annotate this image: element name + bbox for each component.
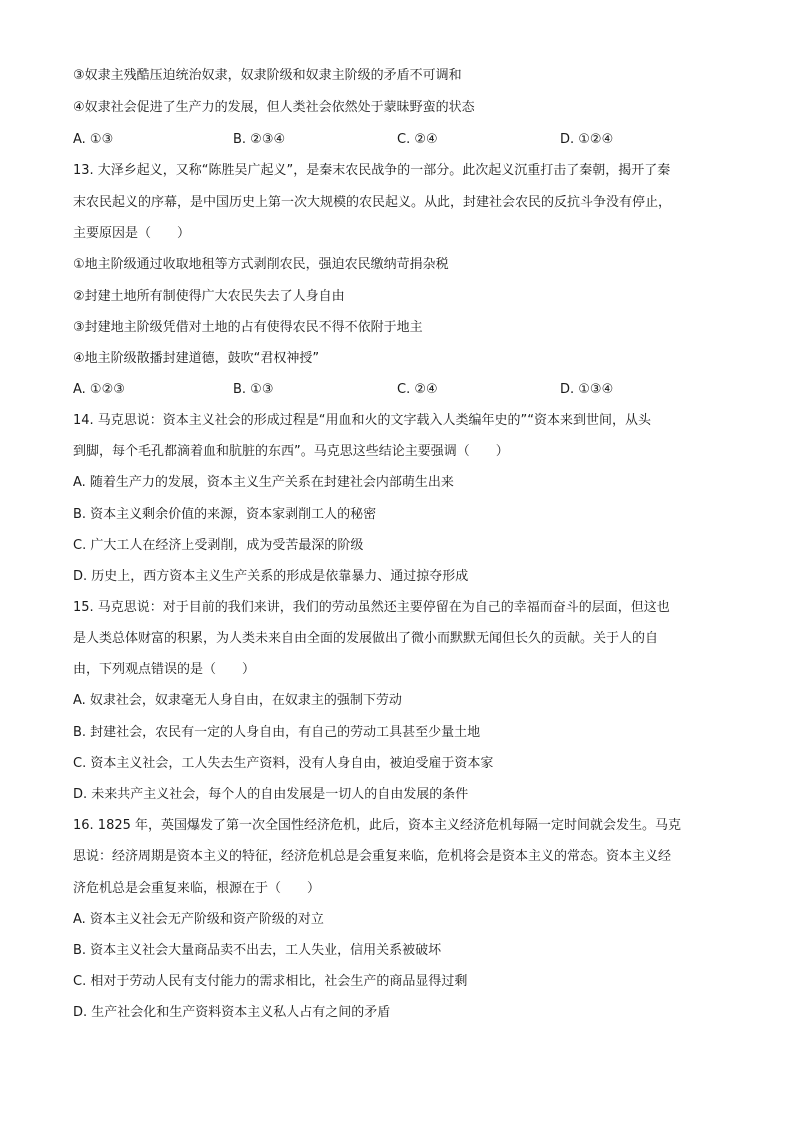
q13-item-3: ③封建地主阶级凭借对土地的占有使得农民不得不依附于地主	[73, 320, 423, 335]
q12-option-c[interactable]: C. ②④	[397, 132, 438, 147]
q14-option-b[interactable]: B. 资本主义剩余价值的来源，资本家剥削工人的秘密	[73, 507, 377, 522]
q14-stem-line-2: 到脚，每个毛孔都滴着血和肮脏的东西”。马克思这些结论主要强调（ ）	[73, 444, 509, 459]
q13-item-2: ②封建土地所有制使得广大农民失去了人身自由	[73, 289, 345, 304]
q13-option-c[interactable]: C. ②④	[397, 382, 438, 397]
q15-option-d[interactable]: D. 未来共产主义社会，每个人的自由发展是一切人的自由发展的条件	[73, 787, 469, 802]
q15-option-b[interactable]: B. 封建社会，农民有一定的人身自由，有自己的劳动工具甚至少量土地	[73, 725, 481, 740]
q12-item-3: ③奴隶主残酷压迫统治奴隶，奴隶阶级和奴隶主阶级的矛盾不可调和	[73, 68, 462, 83]
q13-stem-line-3: 主要原因是（ ）	[73, 226, 191, 241]
q13-option-a[interactable]: A. ①②③	[73, 382, 125, 397]
q15-option-c[interactable]: C. 资本主义社会，工人失去生产资料，没有人身自由，被迫受雇于资本家	[73, 756, 494, 771]
q16-option-a[interactable]: A. 资本主义社会无产阶级和资产阶级的对立	[73, 912, 324, 927]
q15-stem-line-3: 由，下列观点错误的是（ ）	[73, 662, 256, 677]
q13-item-4: ④地主阶级散播封建道德，鼓吹“君权神授”	[73, 351, 320, 366]
q16-stem-line-2: 思说：经济周期是资本主义的特征，经济危机总是会重复来临，危机将会是资本主义的常态。资本主义经	[73, 849, 672, 864]
q16-stem-line-3: 济危机总是会重复来临，根源在于（ ）	[73, 881, 321, 896]
q15-option-a[interactable]: A. 奴隶社会，奴隶毫无人身自由，在奴隶主的强制下劳动	[73, 693, 402, 708]
q16-option-c[interactable]: C. 相对于劳动人民有支付能力的需求相比，社会生产的商品显得过剩	[73, 974, 468, 989]
q13-stem-line-2: 末农民起义的序幕，是中国历史上第一次大规模的农民起义。从此，封建社会农民的反抗斗争没有停止，	[73, 195, 672, 210]
q14-option-a[interactable]: A. 随着生产力的发展，资本主义生产关系在封建社会内部萌生出来	[73, 475, 454, 490]
q13-options	[73, 381, 733, 399]
q12-item-4: ④奴隶社会促进了生产力的发展，但人类社会依然处于蒙昧野蛮的状态	[73, 100, 475, 115]
q13-stem-line-1: 13. 大泽乡起义，又称“陈胜吴广起义”，是秦末农民战争的一部分。此次起义沉重打击了秦朝，揭开了秦	[73, 163, 671, 178]
q12-option-a[interactable]: A. ①③	[73, 132, 114, 147]
q16-stem-line-1: 16. 1825 年，英国爆发了第一次全国性经济危机，此后，资本主义经济危机每隔一定时间就会发生。马克	[73, 818, 682, 833]
q12-option-d[interactable]: D. ①②④	[560, 132, 614, 147]
q13-option-b[interactable]: B. ①③	[233, 382, 274, 397]
q13-option-d[interactable]: D. ①③④	[560, 382, 614, 397]
q16-option-d[interactable]: D. 生产社会化和生产资料资本主义私人占有之间的矛盾	[73, 1005, 391, 1020]
q13-item-1: ①地主阶级通过收取地租等方式剥削农民，强迫农民缴纳苛捐杂税	[73, 257, 449, 272]
q16-option-b[interactable]: B. 资本主义社会大量商品卖不出去，工人失业，信用关系被破坏	[73, 943, 442, 958]
q12-options	[73, 131, 733, 149]
q14-option-d[interactable]: D. 历史上，西方资本主义生产关系的形成是依靠暴力、通过掠夺形成	[73, 569, 469, 584]
q14-option-c[interactable]: C. 广大工人在经济上受剥削，成为受苦最深的阶级	[73, 538, 364, 553]
q14-stem-line-1: 14. 马克思说：资本主义社会的形成过程是“用血和火的文字载入人类编年史的”“资本来到世间，从头	[73, 413, 652, 428]
q12-option-b[interactable]: B. ②③④	[233, 132, 286, 147]
q15-stem-line-2: 是人类总体财富的积累，为人类未来自由全面的发展做出了微小而默默无闻但长久的贡献。关于人的自	[73, 631, 659, 646]
q15-stem-line-1: 15. 马克思说：对于目前的我们来讲，我们的劳动虽然还主要停留在为自己的幸福而奋斗的层面，但这也	[73, 600, 670, 615]
